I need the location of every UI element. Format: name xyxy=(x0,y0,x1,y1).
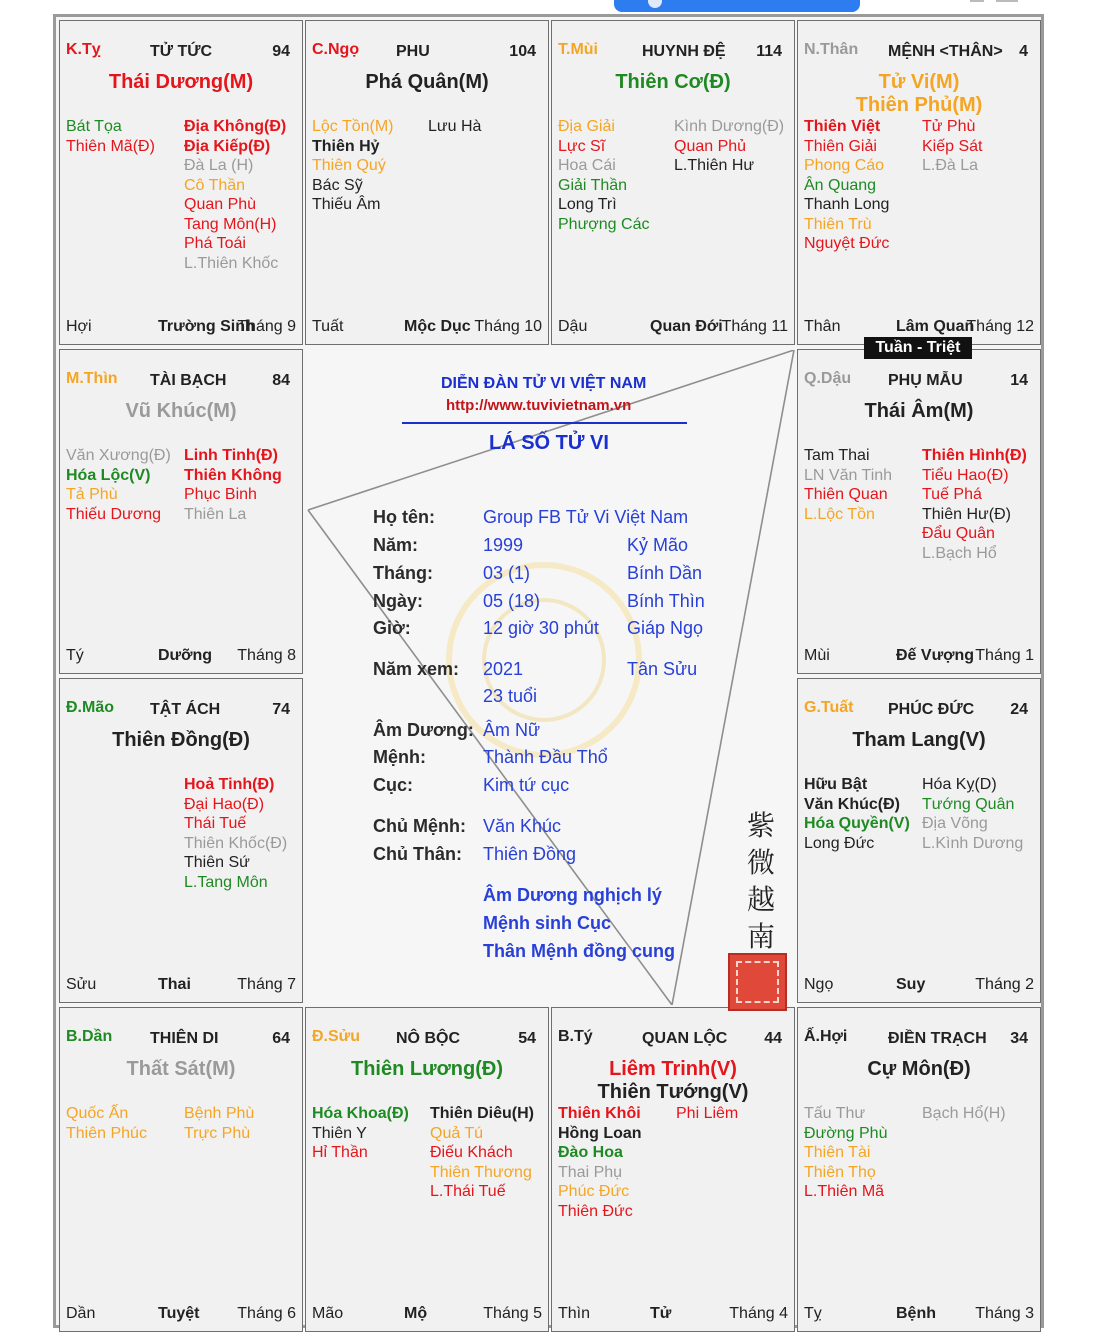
palace-can-chi: B.Tý xyxy=(558,1028,593,1045)
star-item: Văn Khúc(Đ) xyxy=(804,795,900,813)
main-star: Phá Quân(M) xyxy=(365,71,489,93)
star-item: L.Đà La xyxy=(922,157,979,174)
right-star-list xyxy=(674,117,784,176)
star-item: L.Bạch Hổ xyxy=(922,544,997,562)
palace-age: 74 xyxy=(272,701,290,718)
star-item: Bạch Hổ(H) xyxy=(922,1105,1006,1122)
right-star-list xyxy=(428,117,481,137)
palace-can-chi: Q.Dậu xyxy=(804,370,852,387)
info-row xyxy=(306,535,797,559)
menu-icon[interactable] xyxy=(970,0,1018,4)
info-row xyxy=(306,507,797,531)
star-item: L.Thái Tuế xyxy=(430,1183,506,1200)
palace-branch: Tỵ xyxy=(804,1305,822,1322)
info-value-canchi: Giáp Ngọ xyxy=(627,618,704,638)
star-item: L.Kình Dương xyxy=(922,834,1024,852)
palace-cell[interactable] xyxy=(551,20,795,345)
palace-branch: Dậu xyxy=(558,318,588,335)
palace-branch: Thân xyxy=(804,318,841,335)
star-item: Bát Tọa xyxy=(66,118,122,135)
palace-can-chi: T.Mùi xyxy=(558,41,598,58)
palace-can-chi: Đ.Mão xyxy=(66,699,114,716)
palace-can-chi: C.Ngọ xyxy=(312,41,360,58)
info-value-canchi: Bính Thìn xyxy=(627,591,705,611)
info-row xyxy=(306,563,797,587)
palace-age: 24 xyxy=(1010,701,1028,718)
info-row xyxy=(306,775,797,799)
star-item: Tướng Quân xyxy=(922,795,1015,813)
star-item: Quan Phủ xyxy=(674,137,747,155)
info-row xyxy=(306,618,797,642)
info-row xyxy=(306,816,797,840)
star-item: Thiên Y xyxy=(312,1124,367,1142)
info-value: Thiên Đồng xyxy=(483,844,577,864)
palace-age: 4 xyxy=(1019,43,1028,60)
star-item: Tử Phù xyxy=(922,118,976,135)
star-item: L.Thiên Hư xyxy=(674,157,755,174)
palace-can-chi: B.Dần xyxy=(66,1028,113,1045)
palace-house-name: PHÚC ĐỨC xyxy=(888,701,975,718)
right-star-list xyxy=(676,1104,738,1124)
star-item: Nguyệt Đức xyxy=(804,235,890,252)
palace-can-chi: Ấ.Hợi xyxy=(804,1028,848,1045)
star-item: Thiên Hỷ xyxy=(312,137,380,155)
star-item: Hoa Cái xyxy=(558,157,616,174)
main-star: Thái Dương(M) xyxy=(108,71,254,93)
star-item: Quốc Ấn xyxy=(66,1105,129,1122)
palace-month: Tháng 1 xyxy=(975,647,1034,664)
star-item: Thiên Việt xyxy=(804,118,881,135)
star-item: Thiên Trù xyxy=(804,215,872,233)
star-item: Địa Võng xyxy=(922,815,988,832)
info-row xyxy=(306,659,797,683)
palace-age: 64 xyxy=(272,1030,290,1047)
info-value: 2021 xyxy=(483,659,524,679)
palace-branch: Tý xyxy=(66,647,84,664)
left-star-list xyxy=(312,1104,409,1163)
palace-branch: Tuất xyxy=(312,318,344,335)
star-item: Thiên Thọ xyxy=(804,1163,876,1181)
info-value: 05 (18) xyxy=(483,591,541,611)
right-star-list xyxy=(184,117,286,273)
palace-age: 104 xyxy=(509,43,536,60)
info-label: Mệnh: xyxy=(373,747,426,767)
star-item: Đà La (H) xyxy=(184,157,254,174)
palace-cell[interactable] xyxy=(797,678,1041,1003)
palace-age: 84 xyxy=(272,372,290,389)
palace-cell[interactable] xyxy=(305,20,549,345)
star-item: Tấu Thư xyxy=(804,1105,866,1122)
star-item: LN Văn Tinh xyxy=(804,466,893,484)
palace-can-chi: Đ.Sửu xyxy=(312,1028,361,1045)
info-label: Năm xem: xyxy=(373,659,460,679)
star-item: Địa Không(Đ) xyxy=(184,118,287,135)
star-item: Cô Thần xyxy=(184,176,246,194)
chart-note: Mệnh sinh Cục xyxy=(483,913,612,933)
star-item: Tang Môn(H) xyxy=(184,215,277,233)
chart-board xyxy=(53,14,1044,1328)
right-star-list xyxy=(184,1104,254,1143)
center-info-panel xyxy=(306,350,797,1005)
palace-month: Tháng 9 xyxy=(237,318,296,335)
palace-phase: Dưỡng xyxy=(158,647,213,664)
star-item: Tiểu Hao(Đ) xyxy=(922,466,1009,484)
info-label: Cục: xyxy=(373,775,413,795)
chart-title: LÁ SỐ TỬ VI xyxy=(489,432,609,454)
star-item: Đường Phù xyxy=(804,1124,888,1142)
right-star-list xyxy=(922,775,1023,853)
palace-can-chi: K.Tỵ xyxy=(66,41,101,58)
palace-phase: Trường Sinh xyxy=(158,318,255,335)
star-item: Ân Quang xyxy=(804,176,877,194)
palace-phase: Bệnh xyxy=(896,1305,936,1322)
star-item: Thai Phụ xyxy=(558,1163,623,1181)
left-star-list xyxy=(66,446,171,524)
palace-branch: Mão xyxy=(312,1305,344,1322)
star-item: Thiên Không xyxy=(184,466,282,484)
star-item: Long Trì xyxy=(558,196,617,213)
main-star: Thiên Cơ(Đ) xyxy=(615,71,731,93)
star-item: Lộc Tồn(M) xyxy=(312,118,394,135)
palace-phase: Quan Đới xyxy=(650,318,723,335)
left-star-list xyxy=(558,1104,642,1221)
palace-month: Tháng 12 xyxy=(966,318,1034,335)
main-star: Thái Âm(M) xyxy=(864,400,974,422)
star-item: Hóa Kỵ(D) xyxy=(922,776,997,793)
left-star-list xyxy=(804,446,892,524)
star-item: Hỉ Thần xyxy=(312,1144,368,1161)
info-value-canchi: Bính Dần xyxy=(627,563,703,583)
star-item: Thiên Hư(Đ) xyxy=(922,505,1011,523)
star-item: Thiên Quan xyxy=(804,486,888,503)
main-star: Tham Lang(V) xyxy=(852,729,986,751)
right-star-list xyxy=(430,1104,534,1202)
star-item: Đẩu Quân xyxy=(922,525,995,542)
main-star: Thiên Phủ(M) xyxy=(855,94,983,116)
star-item: Đại Hao(Đ) xyxy=(184,795,265,813)
info-label: Chủ Thân: xyxy=(373,844,462,864)
palace-can-chi: G.Tuất xyxy=(804,699,854,716)
chart-note: Âm Dương nghịch lý xyxy=(483,885,662,905)
left-star-list xyxy=(66,1104,147,1143)
palace-branch: Dần xyxy=(66,1305,96,1322)
palace-phase: Mộ xyxy=(404,1305,428,1322)
palace-month: Tháng 5 xyxy=(483,1305,542,1322)
palace-month: Tháng 6 xyxy=(237,1305,296,1322)
info-value: Group FB Tử Vi Việt Nam xyxy=(483,507,689,527)
star-item: L.Thiên Mã xyxy=(804,1183,885,1200)
info-label: Âm Dương: xyxy=(373,720,474,740)
palace-branch: Thìn xyxy=(558,1305,591,1322)
palace-month: Tháng 3 xyxy=(975,1305,1034,1322)
info-value: Âm Nữ xyxy=(483,720,541,740)
palace-cell[interactable] xyxy=(305,1007,549,1332)
palace-branch: Mùi xyxy=(804,647,830,664)
palace-age: 44 xyxy=(764,1030,782,1047)
palace-phase: Tử xyxy=(650,1305,672,1322)
star-item: Thiên Khốc(Đ) xyxy=(184,834,288,852)
main-star: Thiên Lương(Đ) xyxy=(350,1058,503,1080)
star-item: Phong Cáo xyxy=(804,157,885,174)
palace-cell[interactable] xyxy=(797,1007,1041,1332)
info-row xyxy=(306,720,797,744)
palace-month: Tháng 2 xyxy=(975,976,1034,993)
info-label: Giờ: xyxy=(373,618,411,638)
palace-cell[interactable] xyxy=(59,349,303,674)
palace-house-name: THIÊN DI xyxy=(150,1030,219,1047)
palace-house-name: HUYNH ĐỆ xyxy=(642,43,726,60)
star-item: Long Đức xyxy=(804,834,875,852)
info-value: 1999 xyxy=(483,535,524,555)
palace-month: Tháng 7 xyxy=(237,976,296,993)
star-item: Thiên Diêu(H) xyxy=(430,1105,534,1122)
info-value: Kim tứ cục xyxy=(483,775,570,795)
info-value: Thành Đầu Thổ xyxy=(483,747,608,767)
palace-month: Tháng 10 xyxy=(474,318,542,335)
star-item: Phục Binh xyxy=(184,486,257,503)
star-item: Thiên Giải xyxy=(804,137,877,155)
main-star: Tử Vi(M) xyxy=(878,71,960,93)
right-star-list xyxy=(922,446,1027,563)
star-item: L.Tang Môn xyxy=(184,873,268,891)
palace-branch: Sửu xyxy=(66,976,97,993)
star-item: Điếu Khách xyxy=(430,1144,513,1161)
palace-phase: Thai xyxy=(158,976,191,993)
main-star: Thiên Tướng(V) xyxy=(597,1081,749,1103)
star-item: Phúc Đức xyxy=(558,1183,630,1200)
star-item: Thái Tuế xyxy=(184,815,247,832)
palace-can-chi: M.Thìn xyxy=(66,370,118,387)
star-item: Thiên Đức xyxy=(558,1202,633,1220)
star-item: Quả Tú xyxy=(430,1124,484,1142)
star-item: Thiên Quý xyxy=(312,157,386,174)
star-item: Trực Phù xyxy=(184,1124,251,1142)
chart-note: Thân Mệnh đồng cung xyxy=(483,941,675,961)
info-label: Họ tên: xyxy=(373,507,435,527)
seal-calligraphy: 紫 微 越 南 xyxy=(746,809,775,953)
info-value: 23 tuổi xyxy=(483,686,538,706)
info-label: Năm: xyxy=(373,535,419,555)
palace-can-chi: N.Thân xyxy=(804,41,859,58)
palace-age: 94 xyxy=(272,43,290,60)
star-item: Thiên Tài xyxy=(804,1144,871,1161)
palace-house-name: TẬT ÁCH xyxy=(150,701,221,718)
info-value-canchi: Tân Sửu xyxy=(627,659,698,679)
star-item: Phá Toái xyxy=(184,235,246,252)
star-item: Linh Tinh(Đ) xyxy=(184,447,278,464)
star-item: Thanh Long xyxy=(804,196,890,213)
star-item: Thiên Khôi xyxy=(558,1105,641,1122)
star-item: Thiếu Âm xyxy=(312,196,381,213)
star-item: Bệnh Phù xyxy=(184,1105,255,1122)
star-item: Bác Sỹ xyxy=(312,176,363,194)
star-item: Lực Sĩ xyxy=(558,137,606,155)
info-label: Ngày: xyxy=(373,591,424,611)
info-label: Chủ Mệnh: xyxy=(373,816,466,836)
palace-month: Tháng 11 xyxy=(721,318,788,335)
left-star-list xyxy=(804,1104,887,1202)
star-item: Thiên Thương xyxy=(430,1163,532,1181)
left-star-list xyxy=(66,117,155,156)
star-item: Kình Dương(Đ) xyxy=(674,118,785,135)
star-item: Thiên Phúc xyxy=(66,1124,147,1142)
left-star-list xyxy=(804,117,889,254)
star-item: Kiếp Sát xyxy=(922,137,983,155)
palace-phase: Suy xyxy=(896,976,926,993)
palace-month: Tháng 8 xyxy=(237,647,296,664)
palace-house-name: NÔ BỘC xyxy=(396,1030,460,1047)
star-item: Thiên La xyxy=(184,505,247,523)
palace-cell[interactable] xyxy=(797,349,1041,674)
main-star: Vũ Khúc(M) xyxy=(125,400,237,422)
info-value-canchi: Kỷ Mão xyxy=(627,535,689,555)
palace-age: 14 xyxy=(1010,372,1028,389)
left-star-list xyxy=(558,117,649,234)
main-star: Thất Sát(M) xyxy=(126,1058,236,1080)
star-item: Hữu Bật xyxy=(804,776,868,793)
right-star-list xyxy=(922,117,982,176)
palace-cell[interactable] xyxy=(59,1007,303,1332)
star-item: Quan Phù xyxy=(184,196,257,213)
palace-house-name: TÀI BẠCH xyxy=(150,372,227,389)
star-item: Tam Thai xyxy=(804,447,870,464)
main-star: Cự Môn(Đ) xyxy=(867,1058,971,1080)
red-seal-stamp xyxy=(728,953,787,1011)
palace-month: Tháng 4 xyxy=(729,1305,788,1322)
star-item: Thiên Hình(Đ) xyxy=(922,447,1027,464)
star-item: L.Thiên Khốc xyxy=(184,254,279,272)
palace-phase: Mộc Dục xyxy=(404,318,471,335)
palace-age: 114 xyxy=(756,43,782,60)
info-row xyxy=(306,591,797,615)
palace-age: 34 xyxy=(1010,1030,1028,1047)
info-label: Tháng: xyxy=(373,563,433,583)
star-item: Phượng Các xyxy=(558,215,650,233)
palace-age: 54 xyxy=(518,1030,536,1047)
main-star: Thiên Đồng(Đ) xyxy=(112,729,250,751)
palace-phase: Tuyệt xyxy=(158,1305,200,1322)
palace-cell[interactable] xyxy=(551,1007,795,1332)
star-item: Địa Kiếp(Đ) xyxy=(184,137,271,155)
right-star-list xyxy=(184,446,282,524)
right-star-list xyxy=(922,1104,1006,1124)
star-item: Hồng Loan xyxy=(558,1124,642,1142)
star-item: Tuế Phá xyxy=(922,486,982,503)
star-item: Thiên Sứ xyxy=(184,854,250,871)
star-item: Hoả Tinh(Đ) xyxy=(184,776,275,793)
palace-phase: Lâm Quan xyxy=(896,318,975,335)
palace-cell[interactable] xyxy=(59,678,303,1003)
palace-branch: Ngọ xyxy=(804,976,834,993)
palace-house-name: ĐIỀN TRẠCH xyxy=(888,1030,987,1047)
info-row xyxy=(306,686,797,710)
main-star: Liêm Trinh(V) xyxy=(609,1058,737,1080)
star-item: L.Lộc Tồn xyxy=(804,505,875,523)
left-star-list xyxy=(312,117,394,215)
info-value: Văn Khúc xyxy=(483,816,562,836)
palace-branch: Hợi xyxy=(66,318,92,335)
palace-phase: Đế Vượng xyxy=(896,647,975,664)
star-item: Văn Xương(Đ) xyxy=(66,447,171,464)
star-item: Giải Thần xyxy=(558,176,628,194)
palace-house-name: QUAN LỘC xyxy=(642,1030,728,1047)
info-value: 12 giờ 30 phút xyxy=(483,618,599,638)
star-item: Hóa Quyền(V) xyxy=(804,815,910,832)
info-row xyxy=(306,747,797,771)
info-value: 03 (1) xyxy=(483,563,531,583)
tuan-triet-badge: Tuần - Triệt xyxy=(864,337,972,359)
palace-house-name: PHU xyxy=(396,43,430,60)
right-star-list xyxy=(184,775,287,892)
palace-cell[interactable] xyxy=(59,20,303,345)
forum-title: DIỄN ĐÀN TỬ VI VIỆT NAM xyxy=(441,375,647,392)
info-row xyxy=(306,844,797,868)
left-star-list xyxy=(804,775,910,853)
star-item: Lưu Hà xyxy=(428,118,482,135)
star-item: Phi Liêm xyxy=(676,1105,739,1122)
palace-cell[interactable] xyxy=(797,20,1041,345)
star-item: Địa Giải xyxy=(558,118,615,135)
star-item: Hóa Khoa(Đ) xyxy=(312,1105,409,1122)
forum-link[interactable]: http://www.tuvivietnam.vn xyxy=(446,397,632,414)
palace-house-name: MỆNH <THÂN> xyxy=(888,43,1003,60)
star-item: Thiếu Dương xyxy=(66,505,162,523)
star-item: Tả Phù xyxy=(66,486,118,503)
palace-house-name: TỬ TỨC xyxy=(150,43,213,60)
star-item: Đào Hoa xyxy=(558,1144,623,1161)
palace-house-name: PHỤ MẪU xyxy=(888,372,963,389)
star-item: Thiên Mã(Đ) xyxy=(66,137,155,155)
star-item: Hóa Lộc(V) xyxy=(66,466,151,484)
